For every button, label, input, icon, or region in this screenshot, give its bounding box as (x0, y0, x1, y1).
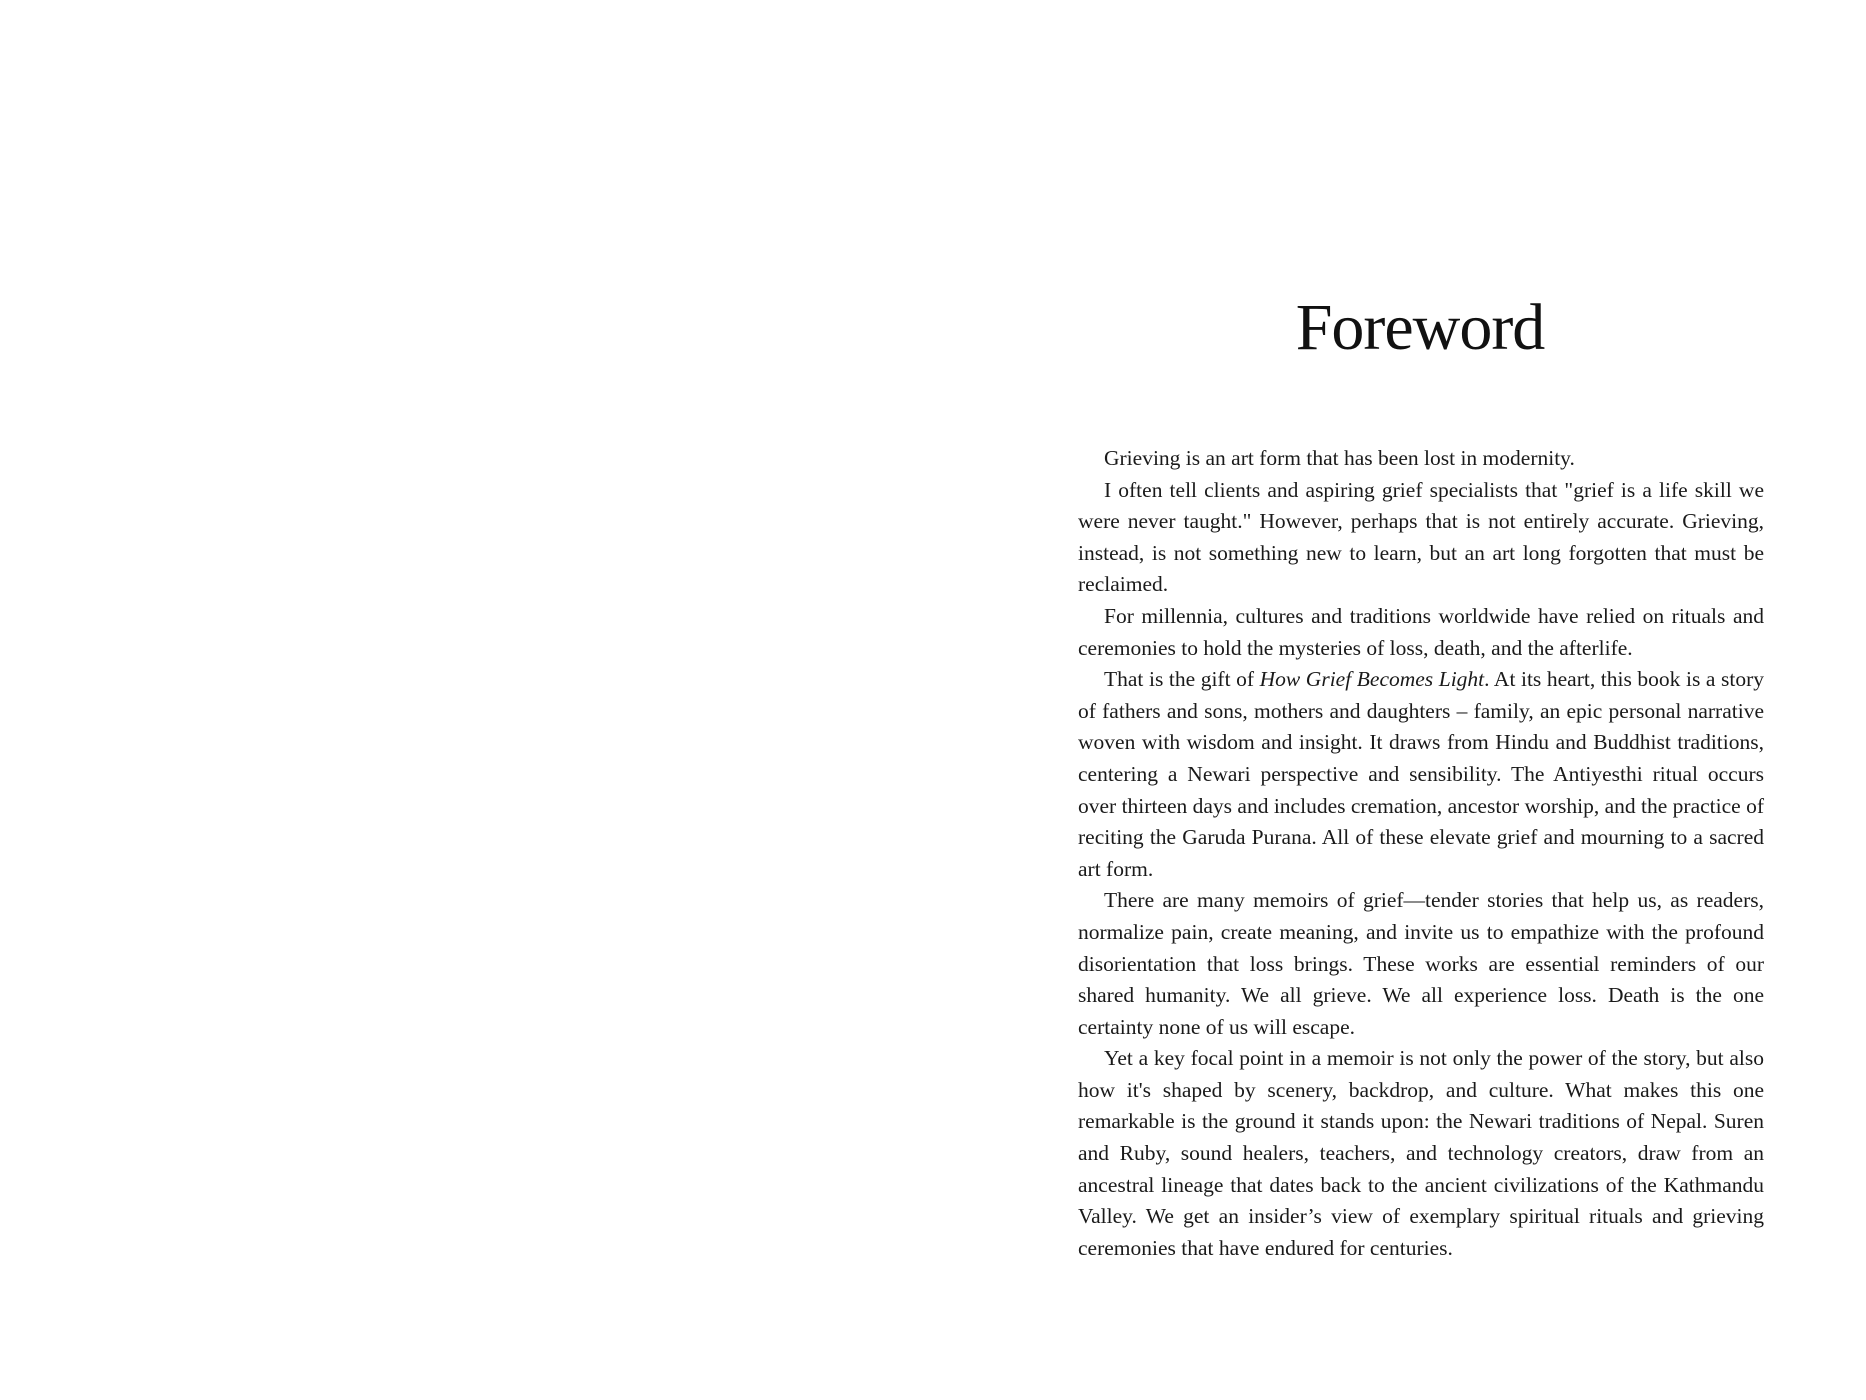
paragraph-4-rest: . At its heart, this book is a story of fathers and sons, mothers and daughters – family, an epic personal narrative woven with wisdom and insight. It draws from Hindu and Buddhist traditions, centering a Newari perspective and sensibility. The Antiyesthi ritual occurs over thirteen days and includes cremation, ancestor worship, and the practice of reciting the Garuda Purana. All of these elevate grief and mourning to a sacred art form. (1078, 667, 1765, 881)
foreword-body (1078, 443, 1764, 1264)
paragraph-4 (1078, 664, 1764, 885)
paragraph-3: For millennia, cultures and traditions worldwide have relied on rituals and ceremonies to hold the mysteries of loss, death, and the afterlife. (1078, 603, 1764, 660)
paragraph-2: I often tell clients and aspiring grief specialists that "grief is a life skill we were never taught." However, perhaps that is not entirely accurate. Grieving, instead, is not something new to learn, but an art long forgotten that must be reclaimed. (1078, 477, 1764, 597)
paragraph-4-lead: That is the gift of (1104, 667, 1260, 692)
chapter-title: Foreword (1295, 291, 1545, 364)
paragraph-6: Yet a key focal point in a memoir is not only the power of the story, but also how it's shaped by scenery, backdrop, and culture. What makes this one remarkable is the ground it stands upon: the Newari traditions of Nepal. Suren and Ruby, sound healers, teachers, and technology creators, draw from an ancestral lineage that dates back to the ancient civilizations of the Kathmandu Valley. We get an insider’s view of exemplary spiritual rituals and grieving ceremonies that have endured for centuries. (1078, 1046, 1764, 1260)
paragraph-1: Grieving is an art form that has been lost in modernity. (1104, 446, 1575, 470)
book-title-italic: How Grief Becomes Light (1259, 667, 1485, 692)
paragraph-5: There are many memoirs of grief—tender stories that help us, as readers, normalize pain, create meaning, and invite us to empathize with the profound disorientation that loss brings. These works are essential reminders of our shared humanity. We all grieve. We all experience loss. Death is the one certainty none of us will escape. (1078, 888, 1764, 1039)
